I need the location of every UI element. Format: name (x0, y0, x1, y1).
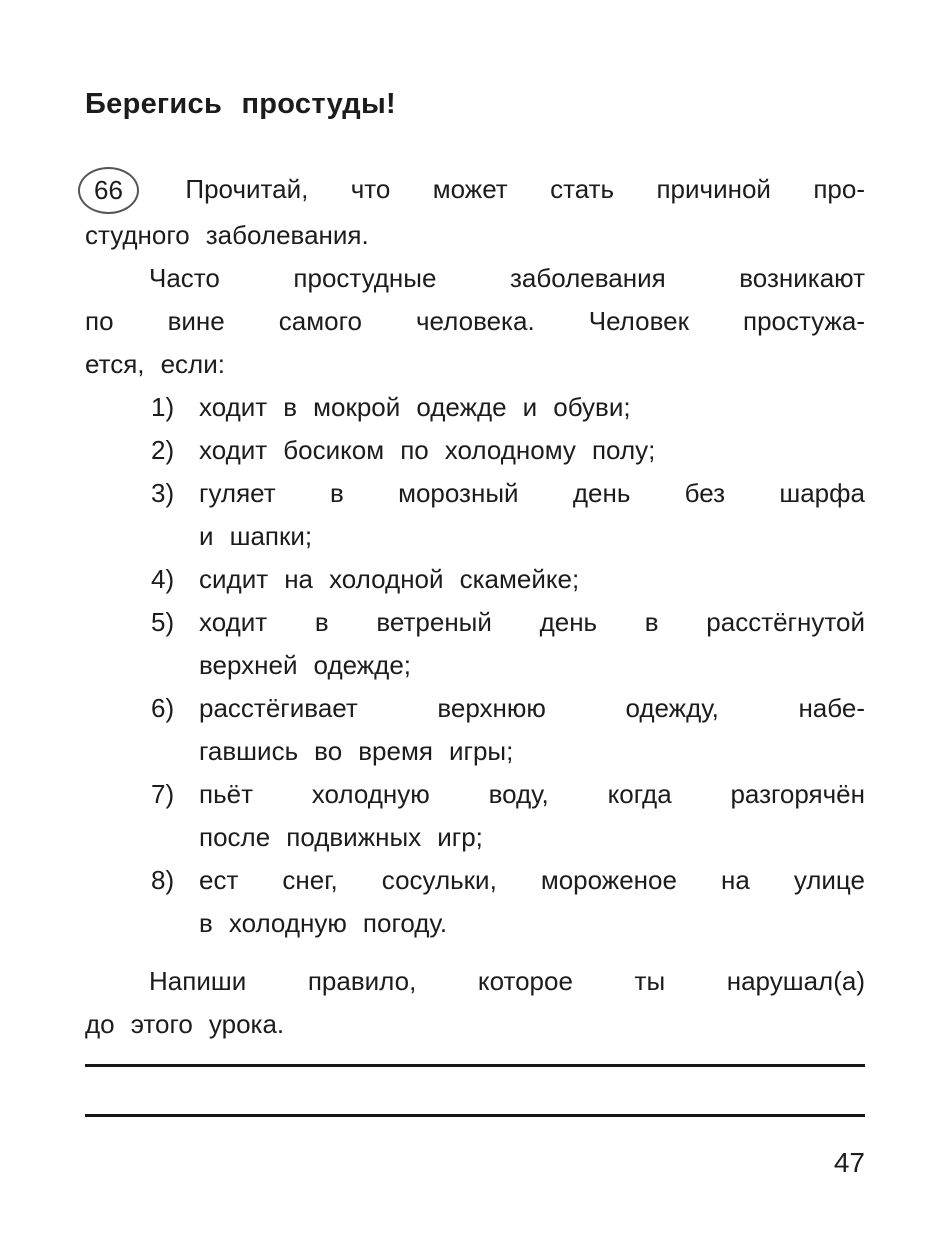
list-item (85, 601, 865, 687)
paragraph-line: по вине самого человека. Человек простужа- (85, 305, 865, 336)
list-item-number: 2) (151, 434, 175, 465)
answer-line (85, 1114, 865, 1117)
list-item-line: гуляет в морозный день без шарфа (199, 477, 865, 508)
intro-line (85, 168, 865, 214)
exercise-number-badge: 66 (78, 167, 139, 214)
body-paragraph (85, 257, 865, 386)
list-item-line: пьёт холодную воду, когда разгорячён (199, 778, 865, 809)
list-item-line: ест снег, сосульки, мороженое на улице (199, 864, 865, 895)
list-item-line: сидит на холодной скамейке; (199, 563, 580, 594)
page-title: Берегись простуды! (85, 88, 397, 120)
list-item-line: после подвижных игр; (199, 821, 483, 852)
list-item (85, 386, 865, 429)
list-item (85, 472, 865, 558)
list-item-number: 4) (151, 563, 175, 594)
list-item-line: ходит в ветреный день в расстёгнутой (199, 606, 865, 637)
list-item-number: 6) (151, 692, 175, 723)
page-number: 47 (833, 1146, 865, 1178)
answer-line (85, 1064, 865, 1067)
intro-line: студного заболевания. (85, 219, 369, 250)
list-item (85, 859, 865, 945)
task-line: Напиши правило, которое ты нарушал(а) (149, 965, 865, 996)
list-item-line: верхней одежде; (199, 649, 412, 680)
list-item-line: ходит босиком по холодному полу; (199, 434, 656, 465)
list-item-number: 3) (151, 477, 175, 508)
task-line: до этого урока. (85, 1008, 285, 1039)
paragraph-line: ется, если: (85, 348, 225, 379)
list-item-number: 7) (151, 778, 175, 809)
exercise-intro (85, 168, 865, 257)
list-item-line: в холодную погоду. (199, 907, 448, 938)
list-item (85, 773, 865, 859)
intro-text: Прочитай, что может стать причиной про- (185, 174, 865, 204)
numbered-list (85, 386, 865, 945)
list-item-line: и шапки; (199, 520, 313, 551)
list-item-line: гавшись во время игры; (199, 735, 514, 766)
list-item-line: расстёгивает верхнюю одежду, набе- (199, 692, 865, 723)
list-item-number: 8) (151, 864, 175, 895)
list-item (85, 687, 865, 773)
list-item-line: ходит в мокрой одежде и обуви; (199, 391, 631, 422)
list-item (85, 429, 865, 472)
list-item (85, 558, 865, 601)
list-item-number: 1) (151, 391, 175, 422)
list-item-number: 5) (151, 606, 175, 637)
task-paragraph (85, 960, 865, 1046)
paragraph-line: Часто простудные заболевания возникают (149, 262, 865, 293)
